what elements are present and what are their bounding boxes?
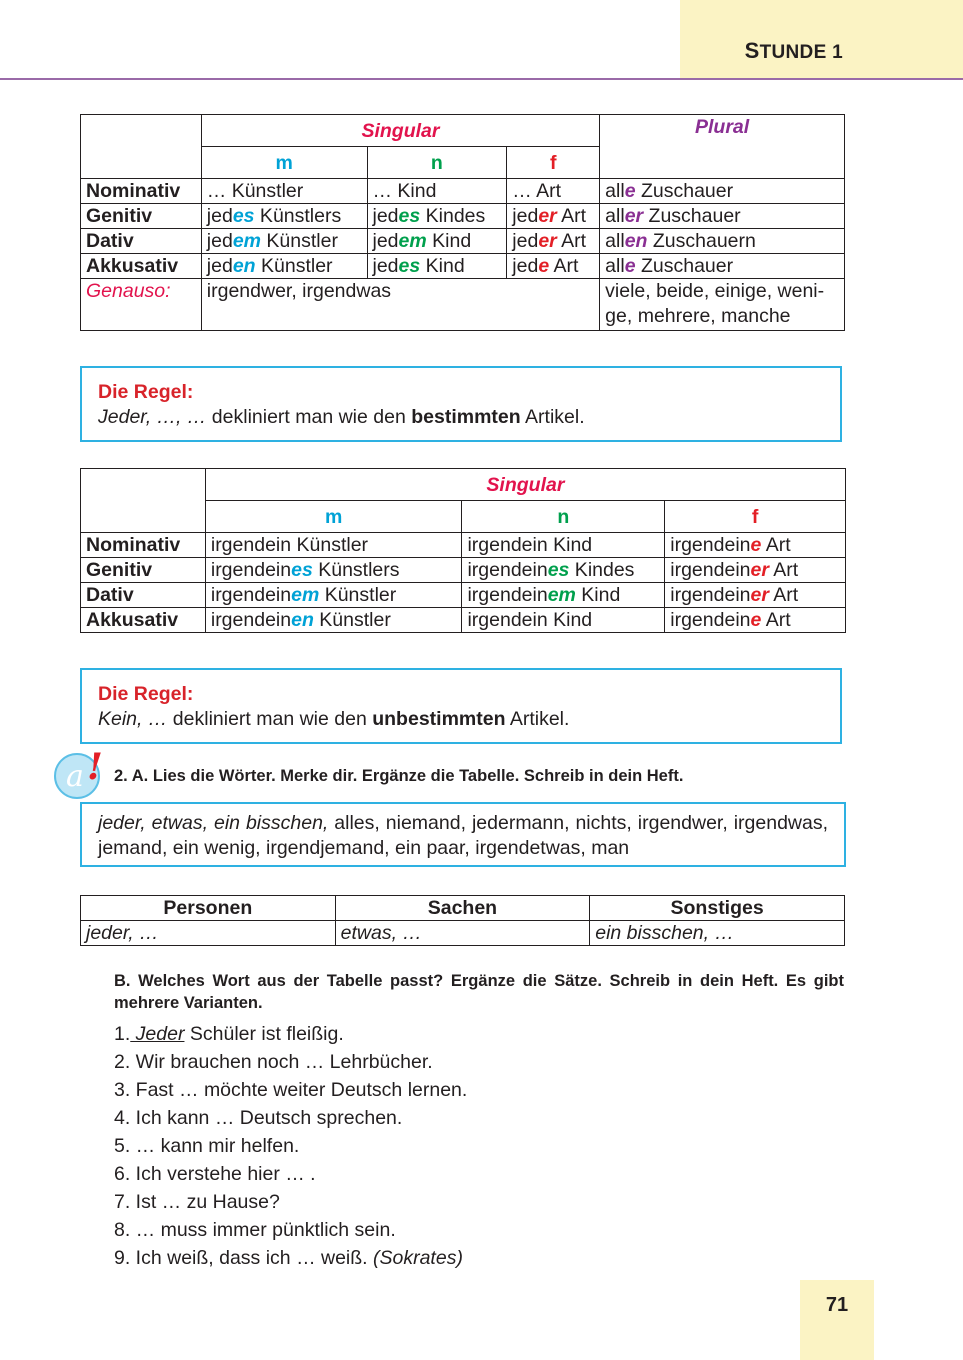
cell-pl: alle Zuschauer [600, 179, 845, 204]
cell-n: irgendeines Kindes [462, 558, 665, 583]
page-number: 71 [825, 1294, 849, 1316]
cell-pl: alle Zuschauer [600, 254, 845, 279]
feminine-header: f [507, 147, 600, 179]
cell-m: … Künstler [201, 179, 367, 204]
cell-n: … Kind [367, 179, 507, 204]
cell-personen: jeder, … [81, 921, 336, 946]
table-row [81, 558, 846, 583]
cell-f: jede Art [507, 254, 600, 279]
cell-f: … Art [507, 179, 600, 204]
sentence-6: 6. Ich verstehe hier … . [114, 1163, 316, 1185]
genauso-plural: viele, beide, einige, weni- ge, mehrere, manche [600, 279, 845, 331]
neuter-header: n [367, 147, 507, 179]
genauso-singular: irgendwer, irgendwas [201, 279, 599, 331]
singular-header: Singular [205, 469, 845, 501]
table-row [81, 608, 846, 633]
cell-m: jedem Künstler [201, 229, 367, 254]
cell-n: jedes Kindes [367, 204, 507, 229]
cell-f: jeder Art [507, 229, 600, 254]
cell-f: jeder Art [507, 204, 600, 229]
masculine-header: m [201, 147, 367, 179]
rule-text: Jeder, …, … dekliniert man wie den bestimmten Artikel. [98, 406, 585, 428]
masculine-header: m [205, 501, 462, 533]
sentence-9: 9. Ich weiß, dass ich … weiß. (Sokrates) [114, 1247, 463, 1269]
task-icon: a ! [54, 753, 100, 799]
rule-box-2 [80, 668, 842, 744]
table-row [81, 533, 846, 558]
header-sonstiges: Sonstiges [590, 896, 845, 921]
corner-cell [81, 469, 206, 533]
cell-m: jeden Künstler [201, 254, 367, 279]
header-sachen: Sachen [335, 896, 590, 921]
singular-header: Singular [201, 115, 599, 147]
sentence-5: 5. … kann mir helfen. [114, 1135, 300, 1157]
lesson-title: STUNDE 1 [744, 38, 843, 63]
table-row [81, 229, 845, 254]
table-row [81, 583, 846, 608]
plural-header: Plural [600, 115, 845, 179]
word-box: jeder, etwas, ein bisschen, alles, niemand, jedermann, nichts, irgendwer, irgendwas, jemand, ein wenig, irgendjemand, ein paar, irgendetwas, man [80, 802, 846, 867]
declension-table-irgendein [80, 468, 846, 633]
rule-box-1 [80, 366, 842, 442]
sentence-2: 2. Wir brauchen noch … Lehrbücher. [114, 1051, 433, 1073]
case-label: Nominativ [81, 533, 206, 558]
cell-pl: allen Zuschauern [600, 229, 845, 254]
cell-m: irgendein Künstler [205, 533, 462, 558]
part-b-instruction: B. Welches Wort aus der Tabelle passt? Ergänze die Sätze. Schreib in dein Heft. Es gibt mehrere Varianten. [114, 972, 844, 1012]
cell-f: irgendeine Art [665, 533, 846, 558]
cell-m: irgendeines Künstlers [205, 558, 462, 583]
case-label: Nominativ [81, 179, 202, 204]
case-label: Akkusativ [81, 608, 206, 633]
cell-n: irgendeinem Kind [462, 583, 665, 608]
declension-table-jeder [80, 114, 845, 331]
neuter-header: n [462, 501, 665, 533]
sentence-8: 8. … muss immer pünktlich sein. [114, 1219, 396, 1241]
cell-sachen: etwas, … [335, 921, 590, 946]
cell-f: irgendeine Art [665, 608, 846, 633]
rule-text: Kein, … dekliniert man wie den unbestimmten Artikel. [98, 708, 570, 730]
page-number-box [800, 1280, 874, 1360]
table-row [81, 204, 845, 229]
feminine-header: f [665, 501, 846, 533]
header-divider [0, 78, 963, 80]
case-label: Genitiv [81, 558, 206, 583]
sentence-1: 1. Jeder Schüler ist fleißig. [114, 1023, 344, 1045]
corner-cell [81, 115, 202, 179]
rule-title: Die Regel: [98, 381, 194, 403]
cell-m: irgendeinem Künstler [205, 583, 462, 608]
table-row [81, 254, 845, 279]
case-label: Akkusativ [81, 254, 202, 279]
sentence-list [114, 1020, 467, 1272]
cell-n: irgendein Kind [462, 533, 665, 558]
header-personen: Personen [81, 896, 336, 921]
cell-n: irgendein Kind [462, 608, 665, 633]
cell-m: irgendeinen Künstler [205, 608, 462, 633]
cell-pl: aller Zuschauer [600, 204, 845, 229]
sentence-7: 7. Ist … zu Hause? [114, 1191, 280, 1213]
case-label: Dativ [81, 583, 206, 608]
task-instruction: 2. A. Lies die Wörter. Merke dir. Ergänze die Tabelle. Schreib in dein Heft. [114, 767, 684, 785]
cell-n: jedem Kind [367, 229, 507, 254]
cell-sonstiges: ein bisschen, … [590, 921, 845, 946]
case-label: Genitiv [81, 204, 202, 229]
cell-f: irgendeiner Art [665, 558, 846, 583]
cell-m: jedes Künstlers [201, 204, 367, 229]
rule-title: Die Regel: [98, 683, 194, 705]
cell-n: jedes Kind [367, 254, 507, 279]
cell-f: irgendeiner Art [665, 583, 846, 608]
category-table [80, 895, 845, 946]
sentence-3: 3. Fast … möchte weiter Deutsch lernen. [114, 1079, 468, 1101]
sentence-4: 4. Ich kann … Deutsch sprechen. [114, 1107, 403, 1129]
table-row [81, 179, 845, 204]
genauso-label: Genauso: [81, 279, 202, 331]
case-label: Dativ [81, 229, 202, 254]
